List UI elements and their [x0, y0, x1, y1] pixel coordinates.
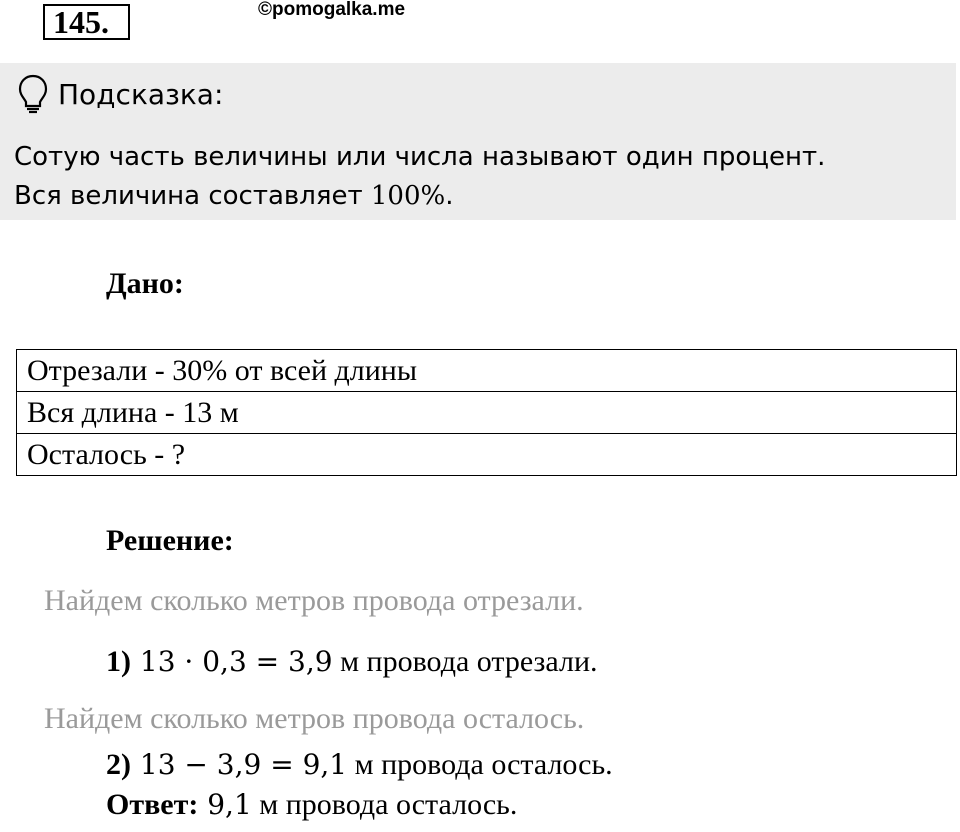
hint-title: Подсказка: — [58, 77, 224, 111]
hint-text-line-1: Сотую часть величины или числа называют один процент. — [14, 142, 826, 172]
step-2-label: 2) — [106, 748, 131, 781]
hint-header — [18, 74, 223, 114]
task-number — [43, 4, 130, 40]
given-total-length: Вся длина - 13 м — [17, 392, 957, 434]
lightbulb-icon — [18, 74, 48, 114]
task-number-dot: . — [101, 4, 109, 40]
given-remaining: Осталось - ? — [17, 434, 957, 476]
step-2-text: м провода осталось. — [347, 748, 613, 781]
hint-box — [0, 63, 956, 220]
answer-text: м провода осталось. — [251, 788, 518, 821]
hint-text-line-2-end: . — [445, 181, 454, 211]
given-heading: Дано: — [106, 267, 184, 300]
solution-heading: Решение: — [106, 524, 234, 557]
hint-text-line-2 — [14, 181, 454, 211]
hint-percent-value: 100% — [370, 181, 446, 211]
answer-label: Ответ: — [106, 788, 199, 821]
given-table — [16, 349, 957, 476]
step-1-text: м провода отрезали. — [332, 645, 598, 678]
hint-text-line-2-start: Вся величина составляет — [14, 181, 371, 211]
watermark: ©pomogalka.me — [258, 0, 406, 20]
table-row — [17, 434, 957, 476]
task-number-value: 145 — [53, 4, 101, 40]
table-row — [17, 350, 957, 392]
step-2-expression: 13 − 3,9 = 9,1 — [131, 748, 348, 781]
answer — [106, 788, 517, 822]
solution-step-1 — [106, 645, 598, 679]
solution-find-2: Найдем сколько метров провода осталось. — [44, 702, 585, 735]
solution-find-1: Найдем сколько метров провода отрезали. — [44, 584, 584, 617]
answer-value: 9,1 — [198, 788, 252, 821]
step-1-label: 1) — [106, 645, 131, 678]
table-row — [17, 392, 957, 434]
step-1-expression: 13 · 0,3 = 3,9 — [131, 645, 333, 678]
given-cut: Отрезали - 30% от всей длины — [17, 350, 957, 392]
solution-step-2 — [106, 748, 613, 782]
